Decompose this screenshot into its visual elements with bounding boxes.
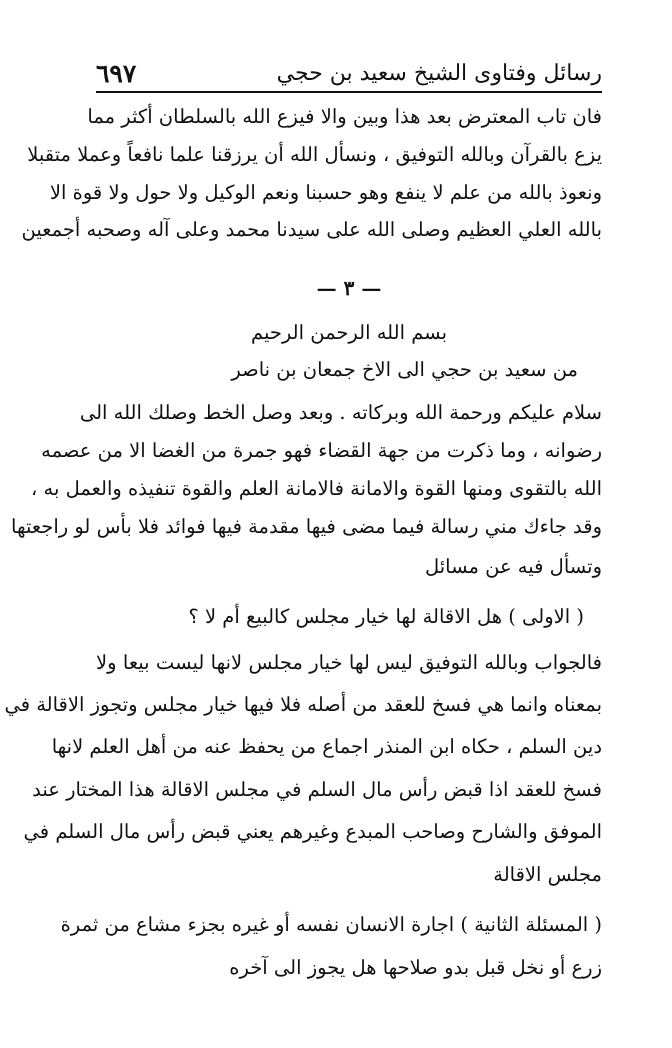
page-number: ٦٩٧ xyxy=(96,58,137,88)
basmala: بسم الله الرحمن الرحيم xyxy=(251,321,447,344)
text-line: فالجواب وبالله التوفيق ليس لها خيار مجلس لانها ليست بيعا ولا xyxy=(96,651,602,674)
text-line: الموفق والشارح وصاحب المبدع وغيرهم يعني قبض رأس مال السلم في xyxy=(23,820,602,843)
letter-from-line: من سعيد بن حجي الى الاخ جمعان بن ناصر xyxy=(231,358,578,381)
text-line: وتسأل فيه عن مسائل xyxy=(424,555,602,578)
text-line: بالله العلي العظيم وصلى الله على سيدنا محمد وعلى آله وصحبه أجمعين xyxy=(21,218,602,241)
text-line: الله بالتقوى ومنها القوة والامانة فالامانة العلم والقوة تنفيذه والعمل به ، xyxy=(31,477,602,500)
text-line: دين السلم ، حكاه ابن المنذر اجماع من يحفظ عنه من أهل العلم لانها xyxy=(51,735,602,758)
running-title: رسائل وفتاوى الشيخ سعيد بن حجي xyxy=(276,60,602,86)
text-line: رضوانه ، وما ذكرت من جهة القضاء فهو جمرة من الغضا الا من عصمه xyxy=(41,439,602,462)
question-heading: ( الاولى ) هل الاقالة لها خيار مجلس كالبيع أم لا ؟ xyxy=(188,605,584,628)
text-line: فان تاب المعترض بعد هذا وبين والا فيزع الله بالسلطان أكثر مما xyxy=(87,105,602,128)
page-header xyxy=(96,52,602,94)
text-line: زرع أو نخل قبل بدو صلاحها هل يجوز الى آخره xyxy=(229,956,602,979)
text-line: يزع بالقرآن وبالله التوفيق ، ونسأل الله أن يرزقنا علما نافعاً وعملا متقبلا xyxy=(27,143,602,166)
section-number: — ٣ — xyxy=(316,276,382,300)
text-line: وقد جاءك مني رسالة فيما مضى فيها مقدمة فيها فوائد فلا بأس لو راجعتها xyxy=(11,515,602,538)
text-line: بمعناه وانما هي فسخ للعقد من أصله فلا فيها خيار مجلس وتجوز الاقالة في xyxy=(4,693,602,716)
question-heading: ( المسئلة الثانية ) اجارة الانسان نفسه أو غيره بجزء مشاع من ثمرة xyxy=(60,913,602,936)
text-line: ونعوذ بالله من علم لا ينفع وهو حسبنا ونعم الوكيل ولا حول ولا قوة الا xyxy=(49,181,602,204)
text-line: فسخ للعقد اذا قبض رأس مال السلم في مجلس الاقالة هذا المختار عند xyxy=(32,778,602,801)
text-line: مجلس الاقالة xyxy=(493,863,602,886)
header-rule xyxy=(96,91,602,93)
text-line: سلام عليكم ورحمة الله وبركاته . وبعد وصل الخط وصلك الله الى xyxy=(79,401,602,424)
